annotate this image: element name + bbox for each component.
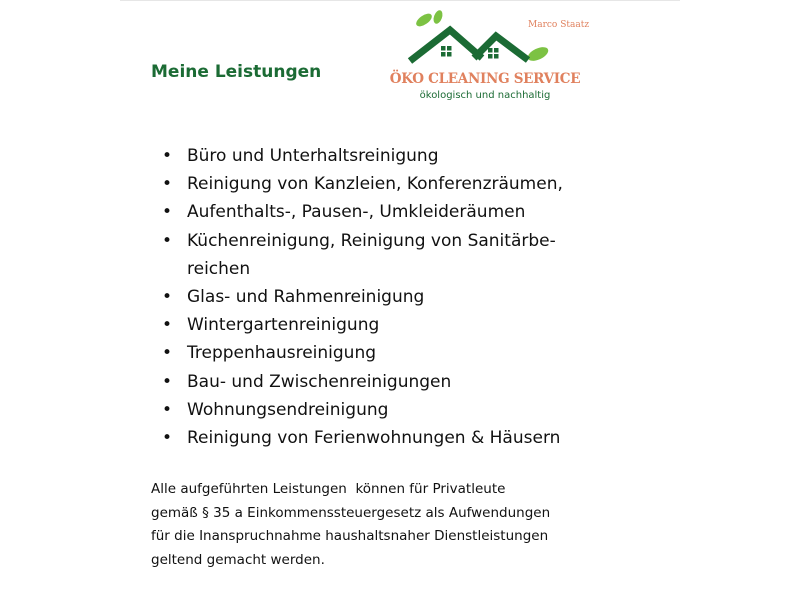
list-item — [162, 396, 622, 424]
service-label-continued: reichen — [187, 258, 251, 279]
bullet-icon: • — [162, 174, 173, 195]
list-item — [162, 311, 622, 339]
bullet-icon: • — [162, 315, 173, 336]
bullet-icon: • — [162, 428, 173, 449]
house-roof-icon — [378, 8, 592, 78]
service-label: Reinigung von Kanzleien, Konferenzräumen, — [187, 174, 563, 195]
service-label: Aufenthalts-, Pausen-, Umkleideräumen — [187, 202, 526, 223]
tax-note-line: geltend gemacht werden. — [151, 551, 325, 568]
bullet-icon: • — [162, 343, 173, 364]
list-item — [162, 198, 622, 226]
brand-name: ÖKO CLEANING SERVICE — [389, 71, 581, 87]
owner-name: Marco Staatz — [528, 20, 590, 30]
list-item — [162, 283, 622, 311]
page-title: Meine Leistungen — [151, 62, 322, 82]
tax-note-line: gemäß § 35 a Einkommenssteuergesetz als Aufwendungen — [151, 504, 551, 521]
bullet-icon: • — [162, 287, 173, 308]
list-item — [162, 339, 622, 367]
tax-note-line: Alle aufgeführten Leistungen können für Privatleute — [151, 481, 506, 497]
company-logo — [378, 8, 592, 108]
tax-note-line: für die Inanspruchnahme haushaltsnaher Dienstleistungen — [151, 528, 549, 544]
services-list — [162, 142, 622, 452]
list-item — [162, 424, 622, 452]
service-label: Wohnungsendreinigung — [187, 399, 389, 420]
list-item — [162, 142, 622, 170]
bullet-icon: • — [162, 230, 173, 251]
bullet-icon: • — [162, 146, 173, 166]
bullet-icon: • — [162, 371, 173, 392]
bullet-icon: • — [162, 202, 173, 223]
service-label: Reinigung von Ferienwohnungen & Häusern — [187, 428, 561, 449]
tax-note — [151, 478, 621, 572]
list-item — [162, 170, 622, 198]
service-label: Bau- und Zwischenreinigungen — [187, 371, 452, 392]
service-label: Büro und Unterhaltsreinigung — [187, 146, 439, 166]
list-item — [162, 227, 622, 283]
brand-tagline: ökologisch und nachhaltig — [419, 90, 551, 101]
service-label: Küchenreinigung, Reinigung von Sanitärbe- — [187, 230, 556, 251]
service-label: Treppenhausreinigung — [187, 343, 377, 364]
list-item — [162, 368, 622, 396]
bullet-icon: • — [162, 399, 173, 420]
service-label: Wintergartenreinigung — [187, 315, 380, 336]
service-label: Glas- und Rahmenreinigung — [187, 287, 425, 308]
top-divider — [120, 0, 680, 1]
